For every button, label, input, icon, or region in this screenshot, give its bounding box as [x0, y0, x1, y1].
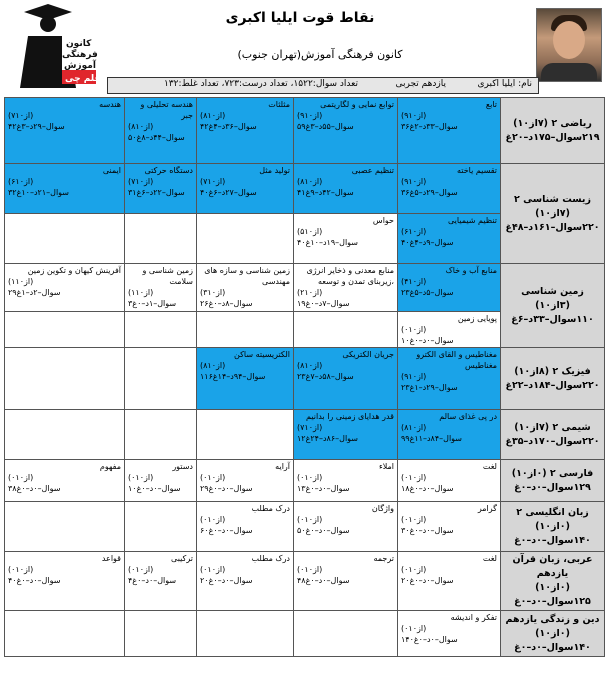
table-row [5, 98, 605, 164]
topic-cell [294, 214, 398, 264]
topic-cell [294, 164, 398, 214]
topic-score: (۰از۱۰) [200, 515, 226, 524]
topic-title: دستگاه حرکتی [144, 166, 193, 175]
topic-stats: ۴۰سوال–۰د–۰غ [8, 576, 61, 585]
topic-title: تفکر و اندیشه [450, 613, 497, 622]
table-row [5, 552, 605, 611]
topic-stats: ۱۱۶سوال–۹۴د–۱۴غ [200, 372, 266, 381]
subject-line: ۲۱۹سوال–۱۷۵د–۲۰غ [505, 131, 600, 143]
topic-stats: ۲۹سوال–۲د–۱غ [8, 288, 61, 297]
subject-line: دین و زندگی یازدهم (۰از۱۰) [505, 613, 600, 639]
topic-score: (۷از۱۰) [8, 111, 34, 120]
topic-cell [294, 312, 398, 348]
topic-cell [197, 502, 294, 552]
student-grade: یازدهم تجربی [395, 79, 446, 89]
topic-cell [197, 164, 294, 214]
subject-line: زبان انگلیسی ۲ (۰از۱۰) [516, 506, 589, 532]
topic-cell [197, 460, 294, 502]
topic-stats: ۴۰سوال–۱۹د–۱۰غ [297, 238, 358, 247]
topic-cell [398, 312, 501, 348]
topic-cell [5, 348, 125, 410]
topic-cell [5, 502, 125, 552]
topic-cell [5, 164, 125, 214]
subject-line: ۲۲۰سوال–۱۶۱د–۴۸غ [505, 221, 600, 233]
topic-cell [125, 552, 197, 611]
topic-stats: ۲۶سوال–۸د–۰غ [200, 299, 253, 308]
topic-title: هندسه [99, 100, 121, 109]
topic-cell [125, 312, 197, 348]
topic-stats: ۴سوال–۰د–۰غ [128, 576, 177, 585]
topic-score: (۴از۱۰) [401, 277, 427, 286]
logo-word-3: آموزش [64, 61, 96, 71]
topic-title: منابع معدنی و ذخایر انرژی ،زیربنای تمدن و توسعه [306, 266, 394, 286]
page-subtitle: کانون فرهنگی آموزش(تهران جنوب) [237, 48, 403, 61]
topic-score: (۰از۱۰) [401, 565, 427, 574]
topic-stats: ۳۲سوال–۲۱د–۱۰غ [8, 188, 69, 197]
topic-score: (۰از۱۰) [8, 473, 34, 482]
topic-cell [5, 460, 125, 502]
topic-cell [197, 611, 294, 657]
topic-title: گرامر [477, 504, 497, 513]
topic-cell [197, 98, 294, 164]
topic-title: آرایه [275, 462, 290, 471]
topic-score: (۹از۱۰) [297, 111, 323, 120]
topic-cell [125, 348, 197, 410]
topic-title: تنظیم شیمیایی [448, 216, 497, 225]
topic-stats: ۱۰سوال–۰د–۰غ [128, 484, 181, 493]
topic-cell [5, 552, 125, 611]
topic-title: مثلثات [268, 100, 290, 109]
topic-stats: ۱۴۰سوال–۰د–۰غ [401, 635, 458, 644]
table-row [5, 164, 605, 214]
topic-stats: ۳۶سوال–۳۳د–۲غ [401, 122, 458, 131]
subject-line: فارسی ۲ (۰از۱۰) [511, 467, 594, 479]
topic-title: پویایی زمین [457, 314, 497, 323]
topic-title: دستور [172, 462, 193, 471]
topic-score: (۸از۱۰) [401, 423, 427, 432]
topic-title: منابع آب و خاک [445, 266, 497, 275]
subject-line: ۲۲۰سوال–۱۸۴د–۲۲غ [505, 379, 600, 391]
subject-line: زمین شناسی (۳از۱۰) [521, 285, 584, 311]
topic-cell [197, 410, 294, 460]
topic-score: (۰از۱۰) [297, 515, 323, 524]
topic-stats: ۳۰سوال–۰د–۰غ [401, 526, 454, 535]
topic-score: (۰از۱۰) [128, 565, 154, 574]
topic-cell [125, 214, 197, 264]
topic-stats: ۴۸سوال–۰د–۰غ [297, 576, 350, 585]
topic-cell [294, 348, 398, 410]
topic-stats: ۳سوال–۱د–۰غ [128, 299, 177, 308]
subject-line: ریاضی ۲ (۷از۱۰) [513, 117, 592, 129]
topic-cell [5, 264, 125, 312]
topic-cell [125, 164, 197, 214]
topic-title: الکتریسیته ساکن [234, 350, 290, 359]
topic-score: (۲از۱۰) [297, 288, 323, 297]
topic-stats: ۵۹سوال–۵۵د–۳غ [297, 122, 354, 131]
graduate-logo-icon [6, 2, 100, 88]
topic-cell [398, 552, 501, 611]
topic-score: (۷از۱۰) [297, 423, 323, 432]
topic-title: ایمنی [102, 166, 121, 175]
topic-cell [5, 611, 125, 657]
topic-cell [294, 552, 398, 611]
topic-title: تولید مثل [259, 166, 290, 175]
page-title: نقاط قوت ایلیا اکبری [225, 10, 375, 26]
topic-cell [5, 98, 125, 164]
topic-title: حواس [372, 216, 394, 225]
topic-score: (۰از۱۰) [200, 565, 226, 574]
subject-line: ۱۱۰سوال–۳۳د–۶غ [511, 313, 594, 325]
topic-score: (۰از۱۰) [401, 624, 427, 633]
topic-stats: ۶۰سوال–۰د–۰غ [200, 526, 253, 535]
logo-word-2: فرهنگی [62, 50, 98, 60]
subject-line: شیمی ۲ (۷از۱۰) [514, 421, 591, 433]
topic-cell [398, 264, 501, 312]
topic-title: درک مطلب [251, 504, 290, 513]
topic-title: جریان الکتریکی [342, 350, 394, 359]
topic-stats: ۲۳سوال–۵د–۵غ [401, 288, 454, 297]
topic-stats: ۴۲سوال–۲۹د–۳غ [8, 122, 65, 131]
topic-title: زمین شناسی و سازه های مهندسی [204, 266, 290, 286]
topic-stats: ۴۰سوال–۲۷د–۶غ [200, 188, 257, 197]
topic-score: (۰از۱۰) [297, 565, 323, 574]
topic-score: (۶از۱۰) [401, 227, 427, 236]
topic-score: (۹از۱۰) [401, 177, 427, 186]
student-name: نام: ایلیا اکبری [477, 79, 532, 89]
subject-cell [501, 164, 605, 264]
subject-line: ۱۲۹سوال–۰د–۰غ [514, 481, 591, 493]
topic-score: (۷از۱۰) [128, 177, 154, 186]
kanoon-logo [6, 2, 100, 88]
topic-score: (۰از۱۰) [401, 515, 427, 524]
topic-score: (۰از۱۰) [401, 325, 427, 334]
topic-title: مغناطیس و القای الکترو مغناطیس [416, 350, 497, 370]
topic-score: (۵از۱۰) [297, 227, 323, 236]
topic-stats: ۴۱سوال–۴۲د–۹غ [297, 188, 354, 197]
topic-score: (۷از۱۰) [200, 177, 226, 186]
table-row [5, 502, 605, 552]
topic-score: (۰از۱۰) [200, 473, 226, 482]
topic-stats: ۴۲سوال–۳۶د–۴غ [200, 122, 257, 131]
table-row [5, 460, 605, 502]
topic-stats: ۲۳سوال–۲۹د–۱غ [401, 383, 458, 392]
topic-cell [125, 502, 197, 552]
topic-score: (۶از۱۰) [8, 177, 34, 186]
topic-score: (۹از۱۰) [401, 372, 427, 381]
topic-cell [398, 164, 501, 214]
topic-cell [197, 214, 294, 264]
topic-cell [294, 264, 398, 312]
strengths-table [4, 97, 605, 657]
subject-cell [501, 410, 605, 460]
logo-word-4: قلم چی [65, 74, 100, 84]
topic-score: (۰از۱۰) [8, 565, 34, 574]
topic-cell [294, 460, 398, 502]
topic-title: املاء [378, 462, 394, 471]
topic-cell [398, 611, 501, 657]
subject-line: ۱۲۵سوال–۰د–۰غ [514, 596, 591, 607]
topic-score: (۸از۱۰) [297, 361, 323, 370]
topic-stats: ۳۸سوال–۰د–۰غ [8, 484, 61, 493]
subject-line: ۱۴۰سوال–۰د–۰غ [514, 534, 591, 546]
topic-stats: ۲۰سوال–۰د–۰غ [200, 576, 253, 585]
topic-cell [125, 410, 197, 460]
topic-score: (۱از۱۰) [128, 288, 154, 297]
topic-title: هندسه تحلیلی و جبر [140, 100, 193, 120]
topic-score: (۸از۱۰) [297, 177, 323, 186]
topic-score: (۹از۱۰) [401, 111, 427, 120]
topic-cell [125, 264, 197, 312]
table-row [5, 611, 605, 657]
topic-stats: ۱۲سوال–۸۶د–۲۴غ [297, 434, 358, 443]
topic-title: ترکیبی [171, 554, 193, 563]
subject-cell [501, 348, 605, 410]
subject-line: عربی، زبان قرآن یازدهم [512, 554, 593, 579]
topic-cell [398, 502, 501, 552]
topic-score: (۰از۱۰) [297, 473, 323, 482]
subject-line: ۱۴۰سوال–۰د–۰غ [514, 641, 591, 653]
topic-stats: ۱۸سوال–۰د–۰غ [401, 484, 454, 493]
subject-line: زیست شناسی ۲ (۷از۱۰) [514, 193, 591, 219]
topic-title: توابع نمایی و لگاریتمی [320, 100, 394, 109]
topic-cell [125, 98, 197, 164]
topic-title: واژگان [371, 504, 394, 513]
topic-stats: ۵۰سوال–۴۴د–۸غ [128, 133, 185, 142]
topic-score: (۱از۱۰) [8, 277, 34, 286]
topic-stats: ۵۰سوال–۰د–۰غ [297, 526, 350, 535]
topic-title: لغت [482, 554, 497, 563]
topic-cell [294, 410, 398, 460]
topic-score: (۰از۱۰) [128, 473, 154, 482]
topic-stats: ۴۰سوال–۹د–۴غ [401, 238, 454, 247]
subject-cell [501, 98, 605, 164]
table-row [5, 410, 605, 460]
topic-stats: ۱۳سوال–۰د–۰غ [297, 484, 350, 493]
topic-cell [398, 460, 501, 502]
subject-cell [501, 611, 605, 657]
topic-title: درک مطلب [251, 554, 290, 563]
subject-line: فیزیک ۲ (۸از۱۰) [514, 365, 591, 377]
topic-stats: ۳۶سوال–۲۹د–۵غ [401, 188, 458, 197]
topic-cell [398, 348, 501, 410]
topic-stats: ۳۱سوال–۲۲د–۶غ [128, 188, 185, 197]
topic-cell [398, 214, 501, 264]
topic-title: قدر هدایای زمینی را بدانیم [306, 412, 394, 421]
topic-stats: ۱۹سوال–۷د–۰غ [297, 299, 350, 308]
subject-cell [501, 552, 605, 611]
topic-score: (۸از۱۰) [200, 361, 226, 370]
topic-title: تابع [485, 100, 497, 109]
topic-cell [125, 611, 197, 657]
topic-title: لغت [482, 462, 497, 471]
topic-stats: ۲۹سوال–۰د–۰غ [200, 484, 253, 493]
topic-title: مفهوم [99, 462, 121, 471]
topic-cell [5, 214, 125, 264]
topic-title: زمین شناسی و سلامت [142, 266, 193, 286]
topic-title: تقسیم یاخته [456, 166, 497, 175]
topic-stats: ۹۹سوال–۸۴د–۱۱غ [401, 434, 462, 443]
topic-title: در پی غذای سالم [439, 412, 497, 421]
report-header [0, 0, 606, 95]
topic-cell [294, 611, 398, 657]
topic-cell [294, 98, 398, 164]
topic-title: آفرینش کیهان و تکوین زمین [27, 266, 121, 275]
topic-title: ترجمه [373, 554, 394, 563]
topic-cell [197, 264, 294, 312]
topic-stats: ۲۳سوال–۵۸د–۷غ [297, 372, 354, 381]
topic-cell [5, 312, 125, 348]
subject-cell [501, 502, 605, 552]
topic-cell [197, 552, 294, 611]
topic-stats: ۱۰سوال–۰د–۰غ [401, 336, 454, 345]
topic-cell [125, 460, 197, 502]
subject-cell [501, 460, 605, 502]
topic-title: قواعد [101, 554, 121, 563]
student-info-bar [107, 77, 539, 94]
topic-cell [398, 410, 501, 460]
topic-cell [398, 98, 501, 164]
subject-line: ۲۲۰سوال–۱۷۰د–۳۵غ [505, 435, 600, 447]
topic-cell [197, 348, 294, 410]
topic-cell [197, 312, 294, 348]
topic-stats: ۲۰سوال–۰د–۰غ [401, 576, 454, 585]
topic-cell [294, 502, 398, 552]
logo-word-1: کانون [66, 39, 92, 49]
subject-cell [501, 264, 605, 348]
topic-score: (۳از۱۰) [200, 288, 226, 297]
topic-score: (۸از۱۰) [200, 111, 226, 120]
student-photo [536, 8, 602, 82]
table-row [5, 348, 605, 410]
topic-cell [5, 410, 125, 460]
topic-score: (۰از۱۰) [401, 473, 427, 482]
topic-score: (۸از۱۰) [128, 122, 154, 131]
topic-title: تنظیم عصبی [351, 166, 394, 175]
student-stats: تعداد سوال:۱۵۲۲، تعداد درست:۷۲۳، تعداد غلط:۱۳۲ [163, 79, 358, 89]
table-row [5, 264, 605, 312]
subject-line: (۰از۱۰) [535, 582, 570, 593]
